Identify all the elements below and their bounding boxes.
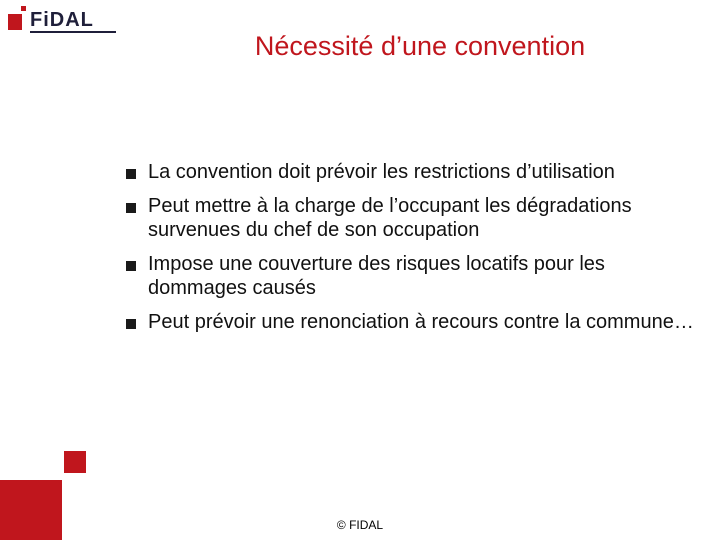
- bullet-square-icon: [126, 203, 136, 213]
- bullet-square-icon: [126, 319, 136, 329]
- bullet-item: [126, 194, 696, 242]
- bullet-text: La convention doit prévoir les restrictions d’utilisation: [148, 161, 615, 183]
- bullet-text: Impose une couverture des risques locatifs pour les dommages causés: [148, 253, 605, 299]
- bullet-text: Peut mettre à la charge de l’occupant les dégradations survenues du chef de son occupation: [148, 195, 632, 241]
- copyright-footer: © FIDAL: [336, 518, 384, 532]
- fidal-logo: [8, 6, 118, 32]
- bullet-item: [126, 310, 696, 334]
- logo-underline: [30, 31, 116, 33]
- bullet-square-icon: [126, 169, 136, 179]
- bullet-item: [126, 252, 696, 300]
- bullet-square-icon: [126, 261, 136, 271]
- logo-wordmark: FiDAL: [30, 9, 94, 31]
- logo-large-square: [8, 14, 22, 30]
- bullet-list: [126, 160, 696, 334]
- bullet-text: Peut prévoir une renonciation à recours contre la commune…: [148, 311, 694, 333]
- decorative-square-large: [0, 480, 62, 540]
- logo-small-square: [21, 6, 26, 11]
- decorative-square-small: [64, 451, 86, 473]
- bullet-item: [126, 160, 696, 184]
- slide-title: Nécessité d’une convention: [254, 31, 586, 61]
